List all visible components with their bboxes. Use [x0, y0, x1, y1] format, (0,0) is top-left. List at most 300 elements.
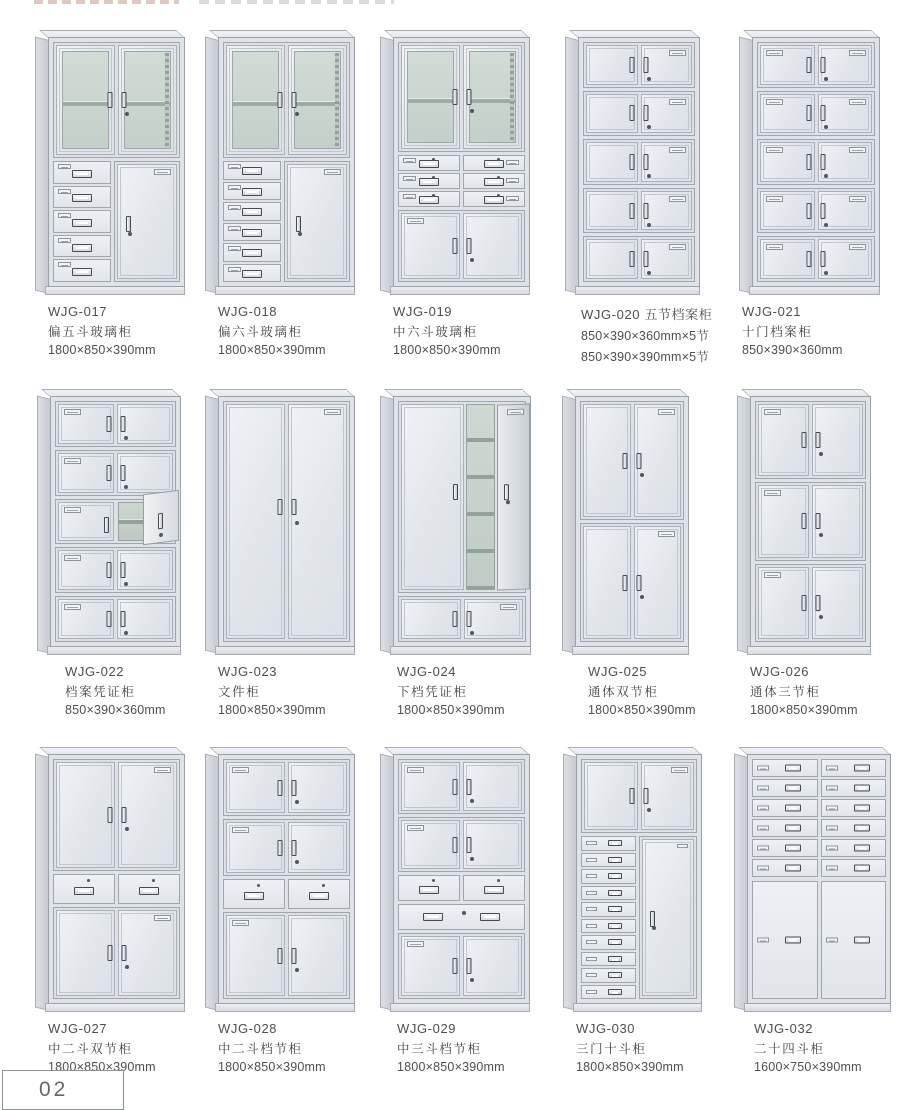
- door-handle: [453, 484, 458, 500]
- door-handle: [807, 57, 812, 73]
- keyhole: [295, 860, 299, 864]
- glass-door: [463, 45, 522, 149]
- label-slot: [669, 50, 686, 56]
- door-handle: [107, 92, 112, 108]
- drawer-handle: [484, 160, 504, 168]
- product-dimensions: 1800×850×390mm: [397, 703, 505, 717]
- door-handle: [296, 216, 301, 232]
- glass-shelf: [63, 102, 108, 106]
- cabinet-side-panel: [565, 37, 579, 294]
- door-handle: [644, 57, 649, 73]
- drawer: [53, 259, 111, 282]
- drawer: [53, 161, 111, 184]
- glass-pane: [232, 51, 279, 149]
- drawer-handle: [608, 956, 622, 962]
- product-name: 档案凭证柜: [65, 685, 136, 699]
- keyhole: [125, 965, 129, 969]
- cabinet-base: [47, 646, 181, 655]
- cabinet-wjg-020: [565, 30, 700, 295]
- keyhole: [124, 631, 128, 635]
- drawer: [118, 874, 180, 904]
- door-handles: [106, 465, 125, 481]
- door-handle: [807, 105, 812, 121]
- stacked-compartment: [55, 450, 176, 496]
- label-slot: [403, 158, 416, 163]
- door-handle: [644, 203, 649, 219]
- product-cell: [380, 30, 530, 357]
- drawer-handle: [608, 972, 622, 978]
- product-label: [218, 1021, 355, 1074]
- lower-section: [581, 836, 697, 999]
- drawer-handle: [72, 194, 92, 202]
- cabinet-wjg-028: [205, 747, 355, 1012]
- lower-door-section: [53, 907, 180, 999]
- drawer: [53, 210, 111, 233]
- door-handle: [106, 465, 111, 481]
- product-cell: [205, 747, 355, 1074]
- keyhole: [640, 473, 644, 477]
- keyhole: [824, 174, 828, 178]
- door-handle: [452, 837, 457, 853]
- product-name: 偏六斗玻璃柜: [218, 325, 303, 339]
- drawer-column: [398, 155, 460, 207]
- door-section: [114, 161, 180, 282]
- cabinet-front: [747, 754, 891, 1004]
- product-name: 通体双节柜: [588, 685, 659, 699]
- product-cell: [205, 30, 355, 357]
- label-slot: [154, 169, 171, 175]
- product-code: WJG-019: [393, 304, 453, 319]
- door-handle: [821, 251, 826, 267]
- door-section: [639, 836, 697, 999]
- product-label: [48, 1021, 185, 1074]
- keyhole: [295, 521, 299, 525]
- product-cell: [380, 747, 530, 1074]
- stacked-compartment: [755, 401, 866, 479]
- drawer: [752, 881, 818, 1000]
- door-handles: [107, 945, 126, 961]
- glass-pane: [469, 51, 516, 143]
- keyhole: [470, 258, 474, 262]
- keyhole: [647, 223, 651, 227]
- label-slot: [506, 196, 519, 201]
- cabinet-base: [573, 1003, 702, 1012]
- drawer-handle: [608, 890, 622, 896]
- door-handle: [504, 484, 509, 500]
- drawer: [581, 935, 636, 950]
- product-dimensions: 1800×850×390mm: [750, 703, 858, 717]
- drawer: [752, 759, 818, 777]
- drawer-handle: [419, 160, 439, 168]
- door: [463, 936, 522, 996]
- door-handle: [623, 575, 628, 591]
- product-code: WJG-027: [48, 1021, 108, 1036]
- cabinet-front: [48, 754, 185, 1004]
- cabinet-side-panel: [380, 37, 394, 294]
- label-slot: [669, 99, 686, 105]
- door-handle: [821, 203, 826, 219]
- drawer: [581, 886, 636, 901]
- label-slot: [228, 226, 241, 231]
- stacked-compartment: [757, 42, 875, 88]
- label-slot: [58, 164, 71, 169]
- door-handles: [277, 780, 296, 796]
- drawer-column: [53, 161, 111, 282]
- label-slot: [403, 194, 416, 199]
- label-slot: [669, 196, 686, 202]
- drawer: [752, 859, 818, 877]
- door-section: [284, 161, 350, 282]
- label-slot: [154, 915, 171, 921]
- keyhole: [125, 827, 129, 831]
- header-text-fragment: [34, 0, 179, 4]
- label-slot: [232, 767, 249, 773]
- door-handles: [807, 105, 826, 121]
- product-name: 偏五斗玻璃柜: [48, 325, 133, 339]
- wide-drawer: [398, 904, 525, 930]
- door-handles: [107, 807, 126, 823]
- stacked-compartment: [398, 817, 525, 872]
- drawer: [752, 819, 818, 837]
- label-slot: [228, 164, 241, 169]
- keyhole: [497, 176, 500, 179]
- label-slot: [764, 490, 781, 496]
- drawer: [821, 859, 887, 877]
- drawer-handle: [785, 825, 801, 832]
- door-handle: [815, 432, 820, 448]
- label-slot: [586, 874, 597, 878]
- product-label: [742, 304, 880, 357]
- door: [117, 164, 177, 279]
- keyhole: [295, 968, 299, 972]
- lower-section: [223, 161, 350, 282]
- drawer-handle: [785, 845, 801, 852]
- drawer-handle: [74, 887, 94, 895]
- cabinet-wjg-030: [563, 747, 702, 1012]
- cabinet-front: [218, 396, 355, 647]
- drawer: [288, 879, 350, 909]
- label-slot: [826, 766, 838, 771]
- door-handle: [120, 416, 125, 432]
- door-handles: [277, 840, 296, 856]
- label-slot: [64, 409, 81, 415]
- stacked-compartment: [583, 236, 695, 282]
- product-label: [48, 304, 185, 357]
- label-slot: [677, 844, 688, 848]
- drawer-handle: [785, 765, 801, 772]
- drawer: [398, 191, 460, 207]
- glass-door: [118, 45, 177, 155]
- cabinet-wjg-027: [35, 747, 185, 1012]
- door-handle: [630, 57, 635, 73]
- keyhole: [160, 532, 164, 536]
- door-handle: [821, 154, 826, 170]
- drawer-band: [398, 155, 525, 207]
- label-slot: [764, 572, 781, 578]
- door-handles: [801, 595, 820, 611]
- door-handle: [630, 251, 635, 267]
- glass-section: [53, 42, 180, 158]
- door: [287, 164, 347, 279]
- door-handle: [121, 945, 126, 961]
- door-handles: [807, 203, 826, 219]
- stacked-compartment: [223, 819, 350, 876]
- door-handle: [107, 945, 112, 961]
- drawer-band: [398, 875, 525, 901]
- keyhole: [497, 194, 500, 197]
- keyhole: [432, 194, 435, 197]
- drawer: [581, 853, 636, 868]
- cabinet-wjg-021: [739, 30, 880, 295]
- keyhole: [432, 176, 435, 179]
- drawer: [463, 155, 525, 171]
- door: [401, 404, 464, 590]
- stacked-compartment: [583, 42, 695, 88]
- cabinet-front: [393, 37, 530, 287]
- door-handle: [807, 251, 812, 267]
- glass-shelf: [408, 99, 453, 103]
- glass-pane: [62, 51, 109, 149]
- door-handle: [821, 105, 826, 121]
- cropped-header-strip: [34, 0, 394, 4]
- product-label: [588, 664, 696, 717]
- drawer: [223, 223, 281, 242]
- label-slot: [586, 957, 597, 961]
- door-section: [398, 210, 525, 282]
- door: [226, 404, 285, 639]
- product-code: WJG-023: [218, 664, 278, 679]
- stacked-compartment: [223, 759, 350, 816]
- cabinet-wjg-024: [380, 389, 531, 655]
- drawer: [398, 173, 460, 189]
- label-slot: [58, 238, 71, 243]
- product-code: WJG-026: [750, 664, 810, 679]
- drawer-handle: [854, 785, 870, 792]
- drawer-handle: [854, 845, 870, 852]
- label-slot: [849, 196, 866, 202]
- cabinet-front: [218, 37, 355, 287]
- product-code: WJG-032: [754, 1021, 814, 1036]
- cabinet-front: [750, 396, 871, 647]
- keyhole: [432, 158, 435, 161]
- drawer-column: [821, 881, 887, 1000]
- drawer: [223, 161, 281, 180]
- door-handle: [630, 154, 635, 170]
- product-dimensions: 850×390×360mm×5节: [581, 329, 709, 343]
- cabinet-base: [749, 286, 880, 295]
- keyhole: [647, 808, 651, 812]
- keyhole: [647, 77, 651, 81]
- drawer-handle: [242, 229, 262, 237]
- keyhole: [257, 884, 260, 887]
- open-door: [143, 489, 179, 544]
- glass-shelf: [470, 99, 515, 103]
- label-slot: [757, 786, 769, 791]
- keyhole: [824, 77, 828, 81]
- label-slot: [407, 767, 424, 773]
- label-slot: [407, 941, 424, 947]
- drawer-handle: [785, 805, 801, 812]
- drawer: [581, 919, 636, 934]
- door-handle: [126, 216, 131, 232]
- door-handle: [106, 611, 111, 627]
- shelf-rack: [335, 53, 339, 147]
- product-label: [397, 1021, 530, 1074]
- glass-door: [288, 45, 347, 155]
- drawer: [463, 875, 525, 901]
- product-dimensions: 850×390×360mm: [65, 703, 166, 717]
- door-handle: [453, 611, 458, 627]
- drawer-handle: [608, 989, 622, 995]
- door-handle: [120, 562, 125, 578]
- glass-shelf: [295, 102, 340, 106]
- label-slot: [64, 604, 81, 610]
- keyhole: [295, 800, 299, 804]
- product-label: [754, 1021, 891, 1074]
- door-handle: [466, 238, 471, 254]
- product-cell: [562, 389, 696, 717]
- lower-door-section: [223, 912, 350, 999]
- label-slot: [671, 767, 688, 773]
- label-slot: [766, 99, 783, 105]
- product-code: WJG-022: [65, 664, 125, 679]
- cabinet-side-panel: [205, 396, 219, 654]
- label-slot: [586, 973, 597, 977]
- drawer: [223, 264, 281, 283]
- door-handle: [644, 251, 649, 267]
- drawer-column: [223, 161, 281, 282]
- door-handle: [466, 89, 471, 105]
- stacked-compartment: [580, 523, 684, 642]
- door-handles: [277, 92, 296, 108]
- cabinet-wjg-026: [737, 389, 871, 655]
- door-handle: [801, 595, 806, 611]
- stacked-compartment: [55, 401, 176, 447]
- drawer: [223, 202, 281, 221]
- drawer-handle: [242, 167, 262, 175]
- door-handles: [452, 238, 471, 254]
- door-handle: [637, 575, 642, 591]
- cabinet-front: [576, 754, 702, 1004]
- label-slot: [658, 531, 675, 537]
- drawer: [223, 182, 281, 201]
- drawer-column: [581, 836, 636, 999]
- door-handles: [452, 779, 471, 795]
- door: [288, 762, 347, 813]
- product-name: 文件柜: [218, 685, 261, 699]
- glass-section: [223, 42, 350, 158]
- product-code: WJG-029: [397, 1021, 457, 1036]
- keyhole: [322, 884, 325, 887]
- label-slot: [232, 920, 249, 926]
- label-slot: [64, 555, 81, 561]
- shelf-rack: [165, 53, 169, 147]
- drawer: [581, 968, 636, 983]
- keyhole: [470, 857, 474, 861]
- drawer: [581, 836, 636, 851]
- product-code: WJG-021: [742, 304, 802, 319]
- keyhole: [652, 926, 656, 930]
- door-handles: [630, 251, 649, 267]
- product-code: WJG-017: [48, 304, 108, 319]
- stacked-compartment: [580, 401, 684, 520]
- drawer-handle: [854, 936, 870, 943]
- door: [58, 502, 114, 542]
- door-handle: [120, 611, 125, 627]
- drawer: [223, 243, 281, 262]
- drawer: [752, 839, 818, 857]
- stacked-compartment: [55, 596, 176, 642]
- door-handle: [452, 89, 457, 105]
- drawer: [53, 186, 111, 209]
- drawer-handle: [608, 906, 622, 912]
- lower-door-section: [398, 933, 525, 999]
- label-slot: [669, 147, 686, 153]
- label-slot: [764, 409, 781, 415]
- label-slot: [228, 205, 241, 210]
- glass-pane: [294, 51, 341, 149]
- product-label: [581, 304, 712, 365]
- drawer-handle: [785, 936, 801, 943]
- door-handle: [277, 840, 282, 856]
- glass-pane: [124, 51, 171, 149]
- label-slot: [228, 246, 241, 251]
- door-handle: [277, 499, 282, 515]
- label-slot: [506, 160, 519, 165]
- keyhole: [87, 879, 90, 882]
- cabinet-base: [575, 286, 700, 295]
- product-dimensions: 1800×850×390mm: [48, 1060, 156, 1074]
- label-slot: [506, 178, 519, 183]
- product-cell: [37, 389, 181, 717]
- cabinet-side-panel: [739, 37, 753, 294]
- product-name: 下档凭证柜: [397, 685, 468, 699]
- cabinet-side-panel: [35, 754, 49, 1011]
- door-handle: [277, 780, 282, 796]
- drawer-handle: [608, 923, 622, 929]
- drawer-handle: [854, 805, 870, 812]
- door: [118, 762, 177, 868]
- label-slot: [586, 907, 597, 911]
- door-handle: [121, 807, 126, 823]
- keyhole: [819, 452, 823, 456]
- product-label: [393, 304, 530, 357]
- glass-shelf: [125, 102, 170, 106]
- cabinet-side-panel: [205, 754, 219, 1011]
- product-name: 二十四斗柜: [754, 1042, 825, 1056]
- drawer-handle: [244, 892, 264, 900]
- door-handles: [807, 251, 826, 267]
- drawer-handle: [423, 913, 443, 921]
- product-label: [218, 304, 355, 357]
- stacked-compartment: [583, 188, 695, 234]
- door-handles: [807, 57, 826, 73]
- door-handle: [121, 92, 126, 108]
- keyhole: [298, 232, 302, 236]
- product-label: [397, 664, 531, 717]
- cabinet-base: [390, 1003, 530, 1012]
- door-handle: [291, 948, 296, 964]
- stacked-compartment: [757, 91, 875, 137]
- cabinet-base: [390, 286, 530, 295]
- door-handle: [623, 453, 628, 469]
- label-slot: [766, 196, 783, 202]
- label-slot: [757, 937, 769, 942]
- label-slot: [826, 786, 838, 791]
- label-slot: [849, 147, 866, 153]
- cabinet-wjg-022: [37, 389, 181, 655]
- drawer: [398, 875, 460, 901]
